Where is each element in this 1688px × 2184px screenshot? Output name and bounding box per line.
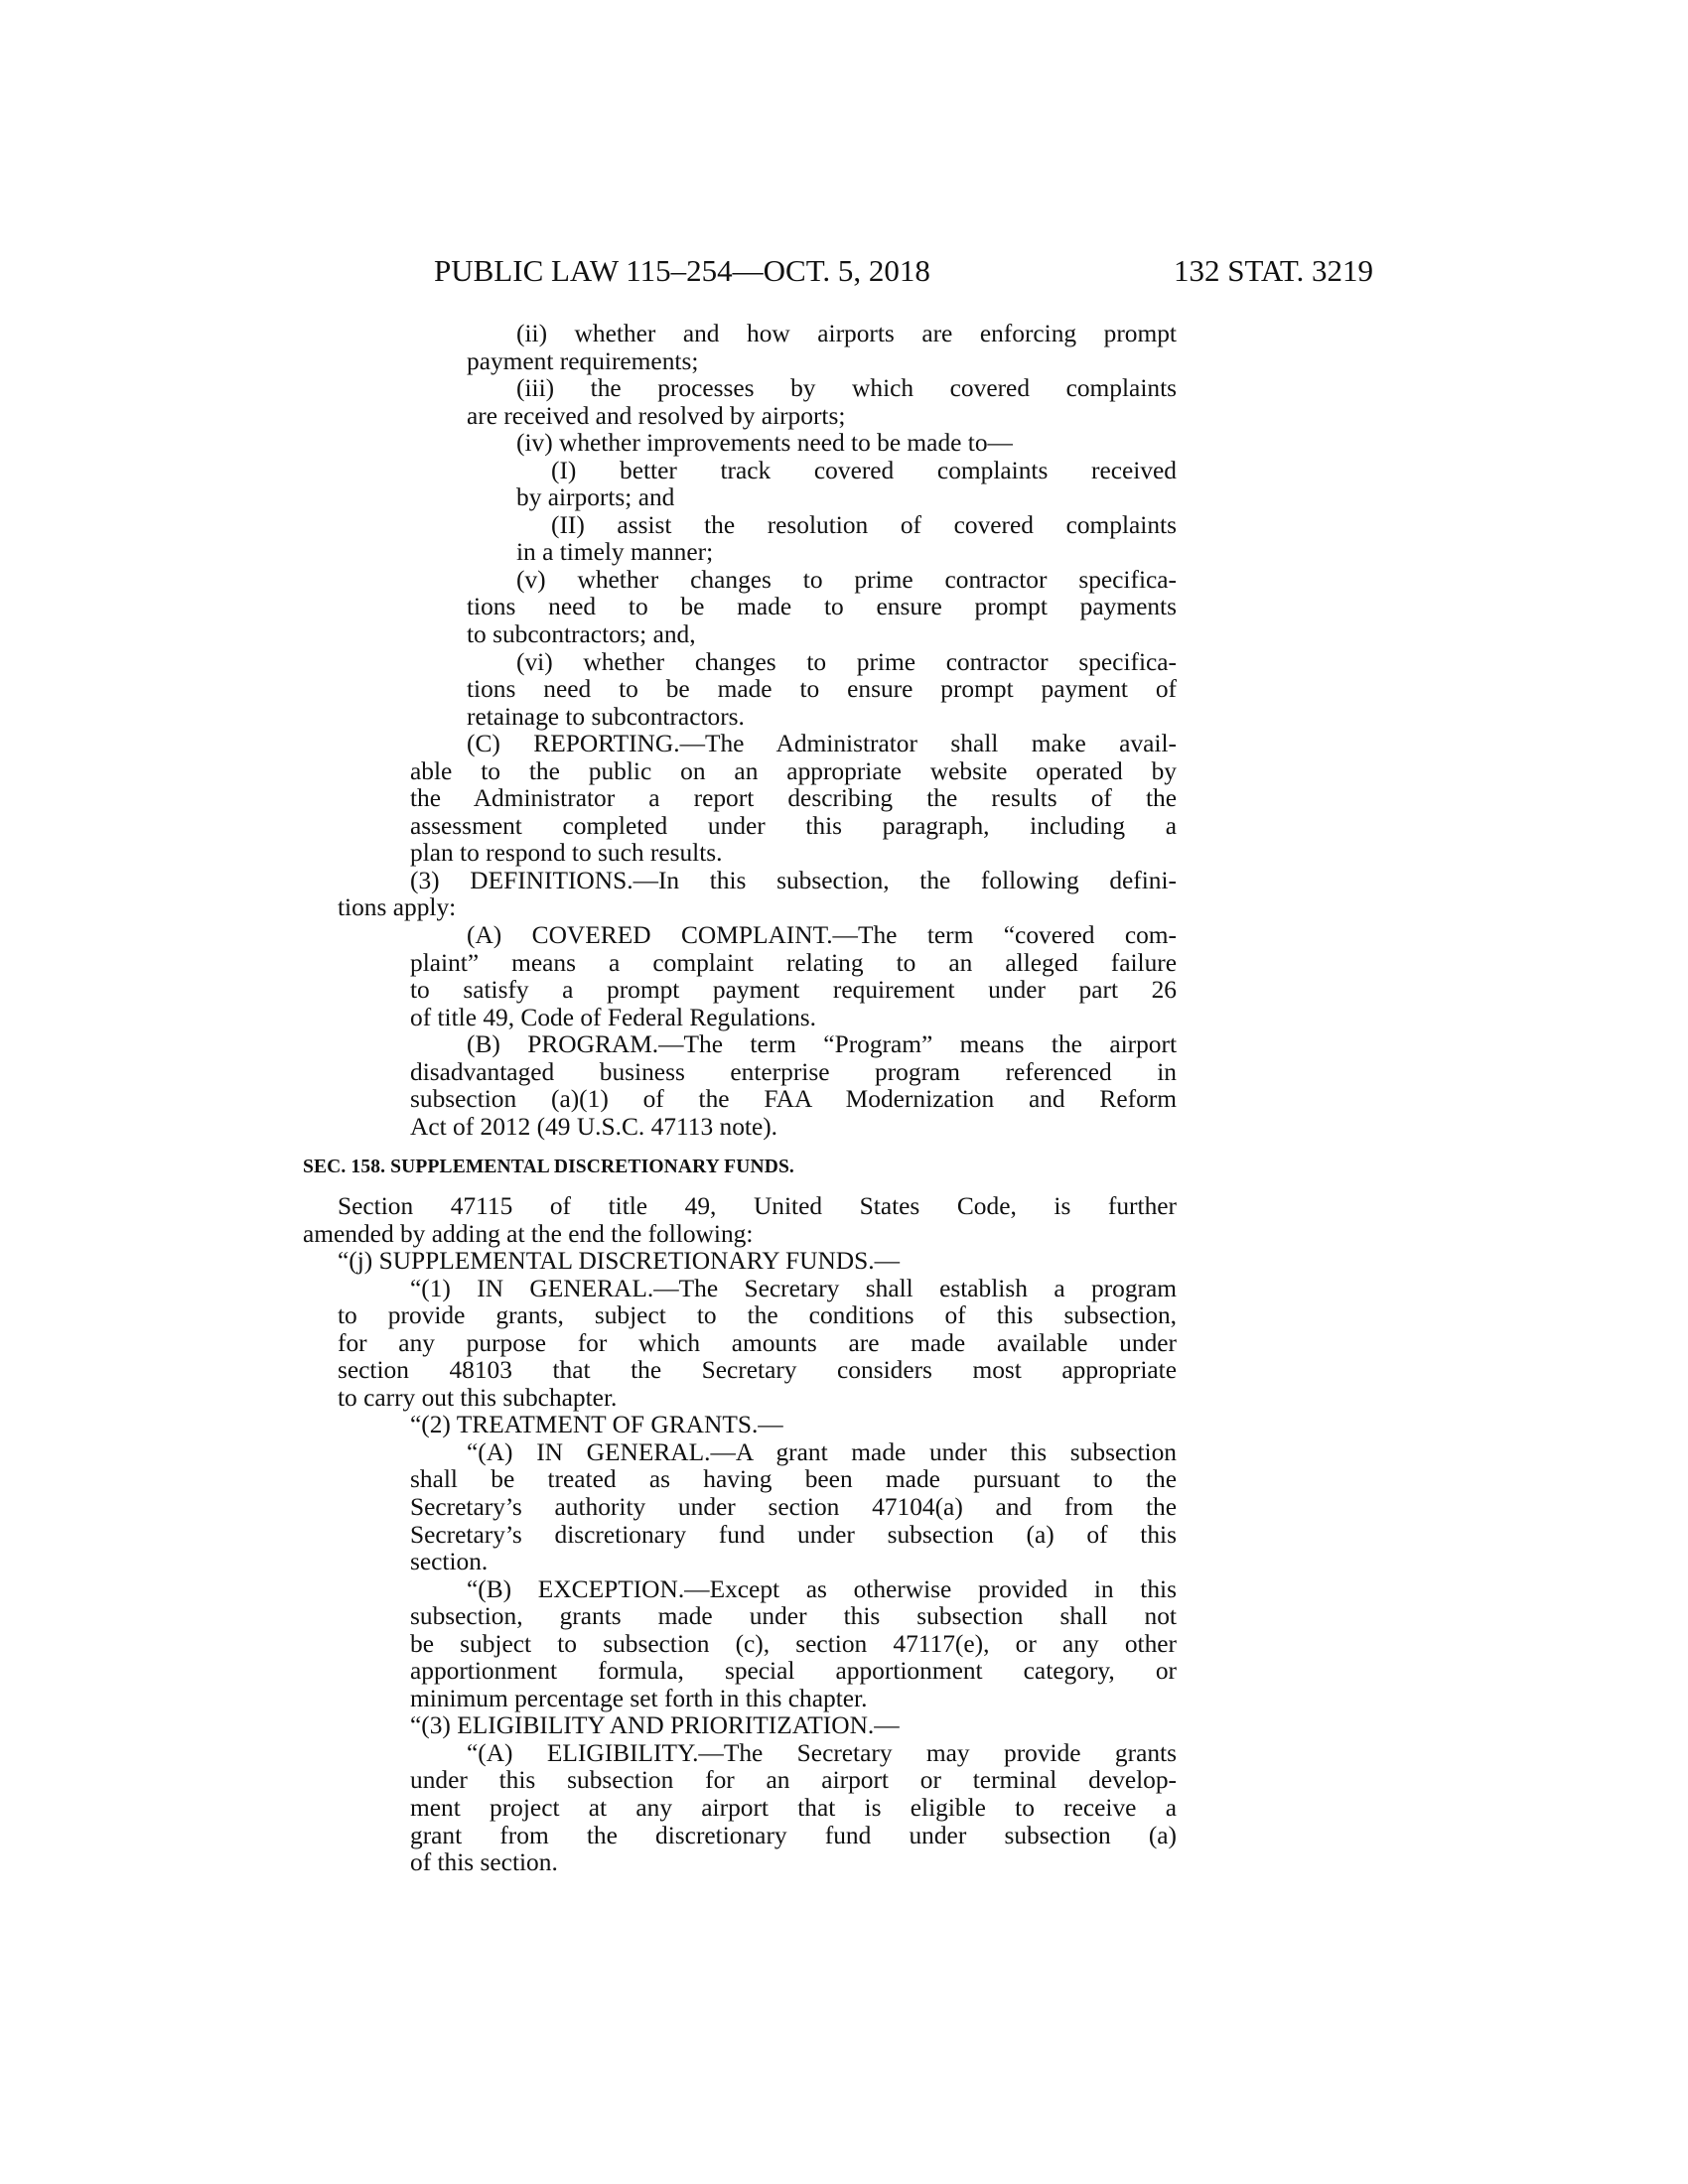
text-line: Section 47115 of title 49, United States Code, is further: [338, 1191, 1177, 1220]
text-line: by airports; and: [516, 483, 675, 512]
text-line: to satisfy a prompt payment requirement under part 26: [410, 976, 1177, 1005]
text-line: “(B) EXCEPTION.—Except as otherwise provided in this: [467, 1574, 1177, 1603]
text-line: subsection, grants made under this subsection shall not: [410, 1602, 1177, 1631]
law-text-body: [303, 321, 1177, 1877]
text-line: “(1) IN GENERAL.—The Secretary shall establish a program: [410, 1274, 1177, 1302]
text-line: minimum percentage set forth in this chapter.: [410, 1684, 868, 1712]
text-line: “(2) TREATMENT OF GRANTS.—: [410, 1411, 783, 1439]
text-line: in a timely manner;: [516, 538, 714, 567]
text-line: to provide grants, subject to the conditions of this subsection,: [338, 1301, 1177, 1330]
text-line: be subject to subsection (c), section 47117(e), or any other: [410, 1629, 1177, 1658]
text-line: ment project at any airport that is eligible to receive a: [410, 1793, 1177, 1822]
section-heading: SEC. 158. SUPPLEMENTAL DISCRETIONARY FUNDS.: [303, 1157, 794, 1178]
text-line: tions need to be made to ensure prompt payments: [467, 593, 1177, 621]
text-line: amended by adding at the end the following:: [303, 1219, 754, 1248]
text-line: are received and resolved by airports;: [467, 401, 846, 430]
text-line: (v) whether changes to prime contractor specifica-: [516, 565, 1177, 594]
text-line: payment requirements;: [467, 346, 699, 375]
text-line: (iii) the processes by which covered complaints: [516, 374, 1177, 403]
text-line: subsection (a)(1) of the FAA Modernization and Reform: [410, 1085, 1177, 1114]
text-line: (vi) whether changes to prime contractor specifica-: [516, 647, 1177, 676]
text-line: of title 49, Code of Federal Regulations.: [410, 1003, 816, 1031]
statute-page-number: 132 STAT. 3219: [1173, 253, 1373, 288]
text-line: for any purpose for which amounts are made available under: [338, 1328, 1177, 1357]
text-line: Secretary’s authority under section 47104(a) and from the: [410, 1492, 1177, 1521]
text-line: “(3) ELIGIBILITY AND PRIORITIZATION.—: [410, 1711, 900, 1740]
text-line: of this section.: [410, 1848, 558, 1877]
text-line: Act of 2012 (49 U.S.C. 47113 note).: [410, 1112, 778, 1141]
text-line: tions apply:: [338, 893, 457, 922]
text-line: apportionment formula, special apportionment category, or: [410, 1657, 1177, 1686]
text-line: (C) REPORTING.—The Administrator shall make avail-: [467, 730, 1177, 758]
text-line: to subcontractors; and,: [467, 620, 696, 649]
text-line: “(A) IN GENERAL.—A grant made under this subsection: [467, 1437, 1177, 1466]
text-line: able to the public on an appropriate website operated by: [410, 756, 1177, 785]
text-line: Secretary’s discretionary fund under subsection (a) of this: [410, 1520, 1177, 1549]
text-line: (I) better track covered complaints received: [551, 456, 1177, 484]
text-line: to carry out this subchapter.: [338, 1383, 618, 1412]
text-line: assessment completed under this paragraph, including a: [410, 811, 1177, 840]
text-line: (B) PROGRAM.—The term “Program” means the airport: [467, 1030, 1177, 1059]
text-line: (II) assist the resolution of covered complaints: [551, 510, 1177, 539]
page-header: [434, 251, 1373, 291]
text-line: plan to respond to such results.: [410, 839, 723, 868]
text-line: (3) DEFINITIONS.—In this subsection, the following defini-: [410, 866, 1177, 894]
text-line: the Administrator a report describing the results of the: [410, 784, 1177, 813]
text-line: (iv) whether improvements need to be made to—: [516, 429, 1013, 458]
text-line: section.: [410, 1548, 489, 1576]
text-line: tions need to be made to ensure prompt payment of: [467, 675, 1177, 704]
text-line: (ii) whether and how airports are enforcing prompt: [516, 320, 1177, 347]
text-line: retainage to subcontractors.: [467, 702, 745, 731]
text-line: grant from the discretionary fund under subsection (a): [410, 1821, 1177, 1849]
text-line: shall be treated as having been made pursuant to the: [410, 1465, 1177, 1494]
text-line: plaint” means a complaint relating to an alleged failure: [410, 948, 1177, 977]
text-line: “(j) SUPPLEMENTAL DISCRETIONARY FUNDS.—: [338, 1247, 900, 1276]
text-line: (A) COVERED COMPLAINT.—The term “covered com-: [467, 921, 1177, 950]
text-line: “(A) ELIGIBILITY.—The Secretary may provide grants: [467, 1738, 1177, 1767]
running-head-title: PUBLIC LAW 115–254—OCT. 5, 2018: [434, 253, 930, 288]
text-line: disadvantaged business enterprise program referenced in: [410, 1057, 1177, 1086]
text-line: section 48103 that the Secretary considers most appropriate: [338, 1356, 1177, 1385]
text-line: under this subsection for an airport or terminal develop-: [410, 1766, 1177, 1795]
